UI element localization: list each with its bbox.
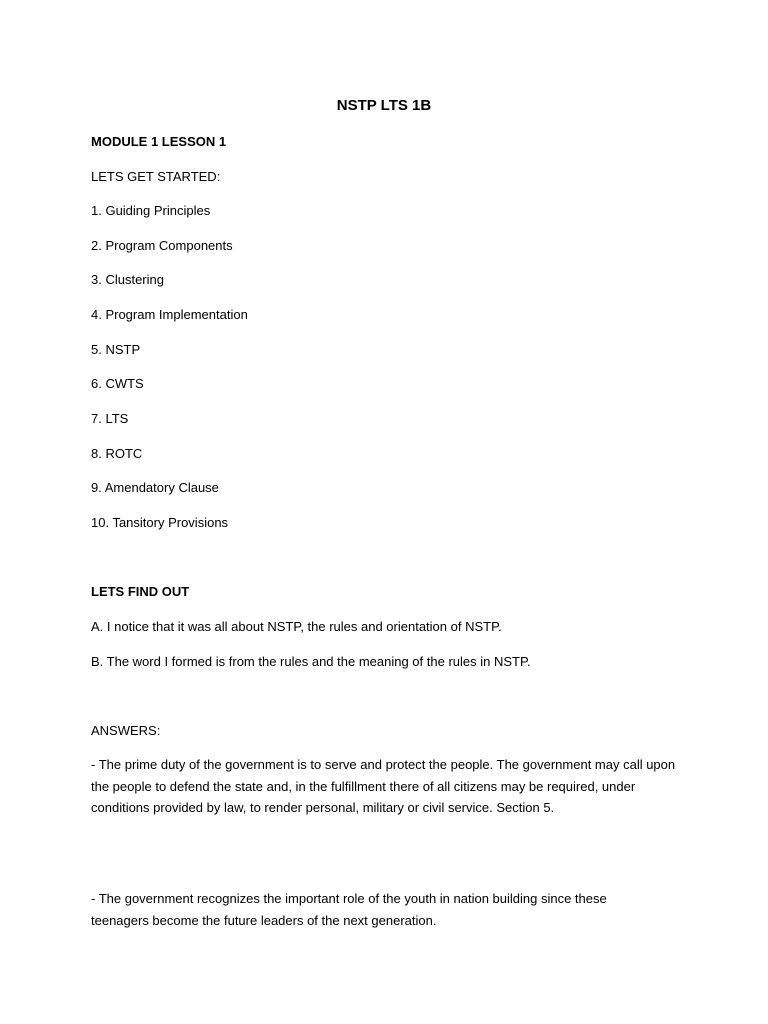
list-item: 9. Amendatory Clause [91, 480, 219, 495]
lets-find-out-heading: LETS FIND OUT [91, 584, 190, 599]
answer-paragraph: - The government recognizes the important role of the youth in nation building since these teenagers become the future leaders of the next generation. [91, 891, 607, 928]
document-title: NSTP LTS 1B [336, 97, 432, 114]
lets-get-started-heading: LETS GET STARTED: [91, 169, 221, 184]
list-item: 4. Program Implementation [91, 307, 248, 322]
list-item: 1. Guiding Principles [91, 203, 211, 218]
list-item: 6. CWTS [91, 376, 144, 391]
list-item: 10. Tansitory Provisions [91, 515, 229, 530]
list-item: 2. Program Components [91, 238, 233, 253]
find-out-answer-b: B. The word I formed is from the rules and the meaning of the rules in NSTP. [91, 654, 531, 669]
list-item: 7. LTS [91, 411, 129, 426]
list-item: 3. Clustering [91, 272, 164, 287]
find-out-answer-a: A. I notice that it was all about NSTP, the rules and orientation of NSTP. [91, 619, 502, 634]
answer-paragraph: - The prime duty of the government is to serve and protect the people. The government may call upon the people to defend the state and, in the fulfillment there of all citizens may be required, under conditions provided by law, to render personal, military or civil service. Section 5. [91, 757, 676, 816]
answers-heading: ANSWERS: [91, 723, 161, 738]
list-item: 5. NSTP [91, 342, 141, 357]
module-heading: MODULE 1 LESSON 1 [91, 134, 227, 149]
list-item: 8. ROTC [91, 446, 143, 461]
